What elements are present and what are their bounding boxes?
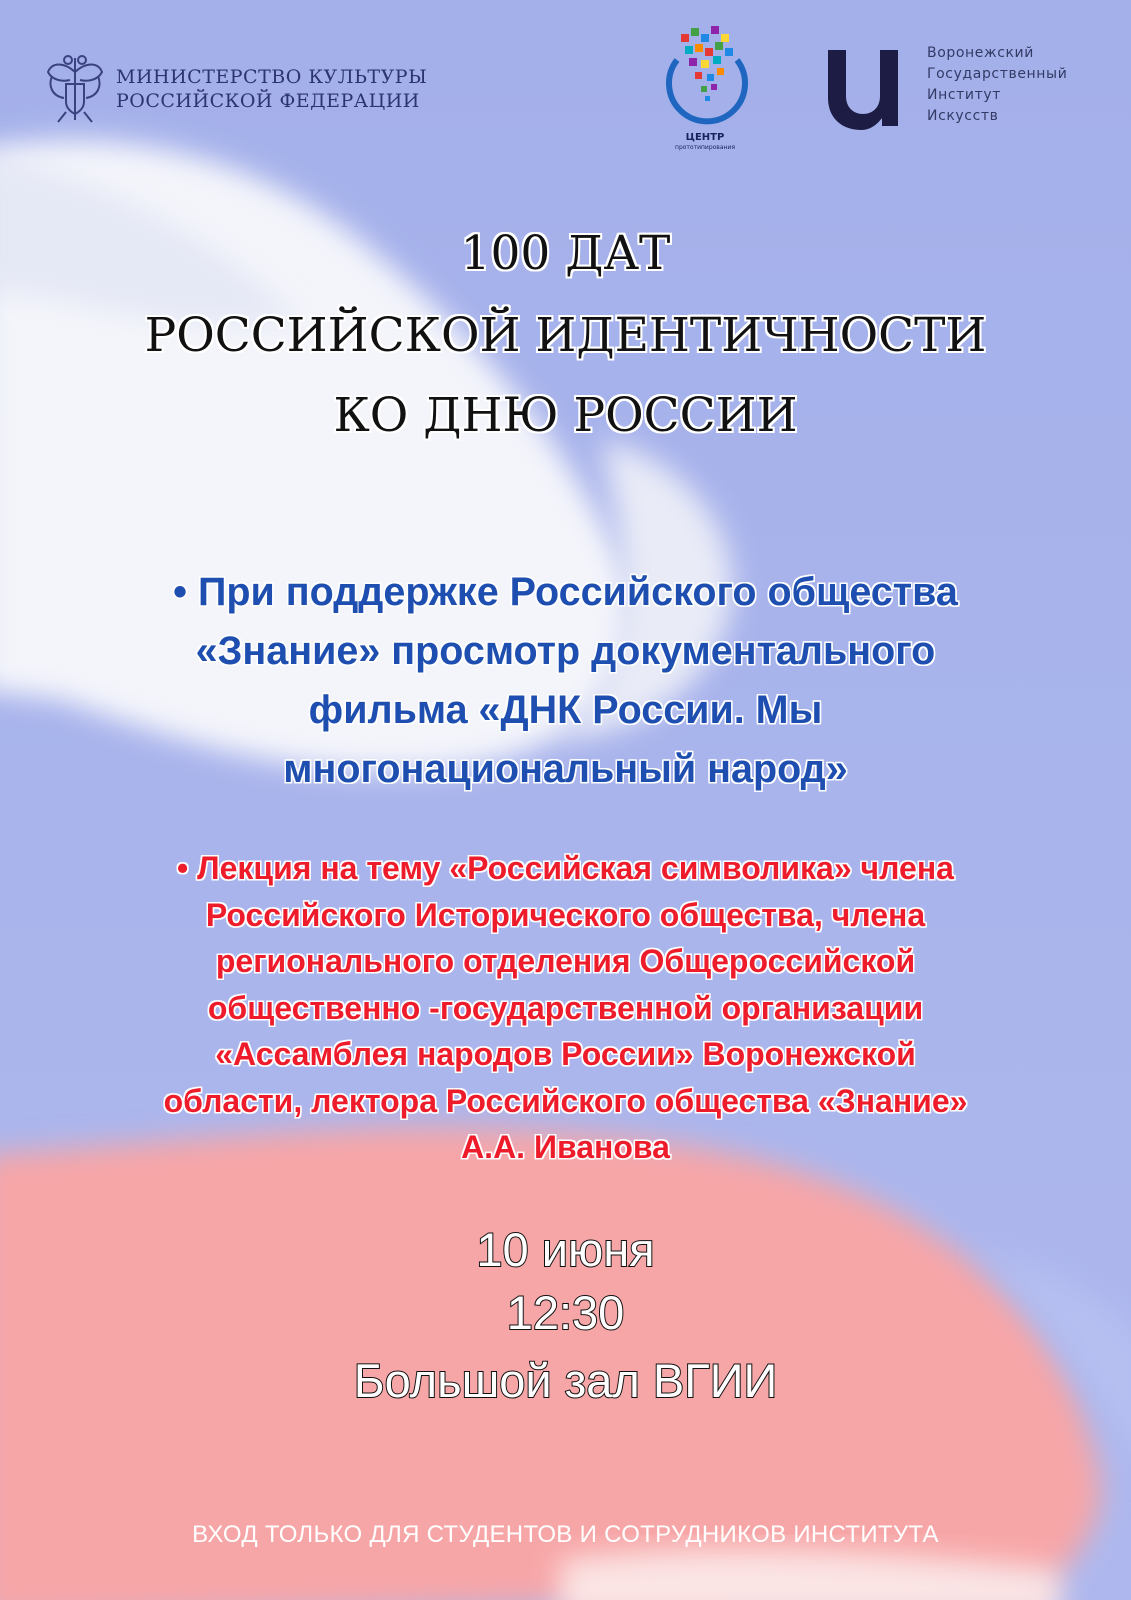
film-item-line: многонациональный народ»: [283, 747, 848, 791]
institute-name-line4: Искусств: [927, 108, 999, 124]
institute-name-line3: Институт: [927, 87, 1001, 103]
center-logo-subtitle: прототипирования: [675, 144, 735, 151]
ministry-name-line2: РОССИЙСКОЙ ФЕДЕРАЦИИ: [116, 90, 420, 112]
entry-note: ВХОД ТОЛЬКО ДЛЯ СТУДЕНТОВ И СОТРУДНИКОВ ИНСТИТУТА: [192, 1521, 939, 1548]
title-line1: 100 ДАТ: [460, 226, 671, 281]
film-item-line: «Знание» просмотр документального: [195, 629, 936, 673]
title-line3: КО ДНЮ РОССИИ: [333, 388, 798, 443]
film-item-line: • При поддержке Российского общества: [173, 570, 958, 614]
lecture-item-line: • Лекция на тему «Российская символика» члена: [177, 850, 954, 886]
institute-name-line1: Воронежский: [927, 45, 1034, 61]
event-time: 12:30: [506, 1286, 625, 1339]
institute-name: [927, 43, 1067, 127]
institute-name-line2: Государственный: [927, 66, 1068, 82]
lecture-item-line: области, лектора Российского общества «Знание»: [163, 1082, 968, 1119]
lecture-item-line: Российского Исторического общества, члена: [205, 896, 926, 933]
film-screening-item: [30, 563, 1101, 799]
coat-of-arms-icon: [44, 52, 106, 126]
event-place: Большой зал ВГИИ: [353, 1354, 778, 1407]
lecture-item-line: А.А. Иванова: [461, 1129, 670, 1165]
institute-u-logo-icon: [824, 46, 902, 130]
lecture-item-line: регионального отделения Общероссийской: [215, 943, 916, 979]
ministry-logo: [44, 52, 427, 126]
center-prototyping-logo: [655, 20, 755, 155]
ministry-name-line1: МИНИСТЕРСТВО КУЛЬТУРЫ: [116, 66, 428, 88]
lecture-item: [30, 845, 1101, 1171]
lecture-item-line: общественно -государственной организации: [207, 989, 924, 1026]
title-line2: РОССИЙСКОЙ ИДЕНТИЧНОСТИ: [144, 308, 987, 363]
event-date: 10 июня: [476, 1223, 655, 1276]
lecture-item-line: «Ассамблея народов России» Воронежской: [215, 1036, 916, 1072]
center-prototyping-logo-icon: [655, 20, 755, 135]
center-logo-title: ЦЕНТР: [685, 132, 725, 143]
film-item-line: фильма «ДНК России. Мы: [308, 688, 823, 732]
